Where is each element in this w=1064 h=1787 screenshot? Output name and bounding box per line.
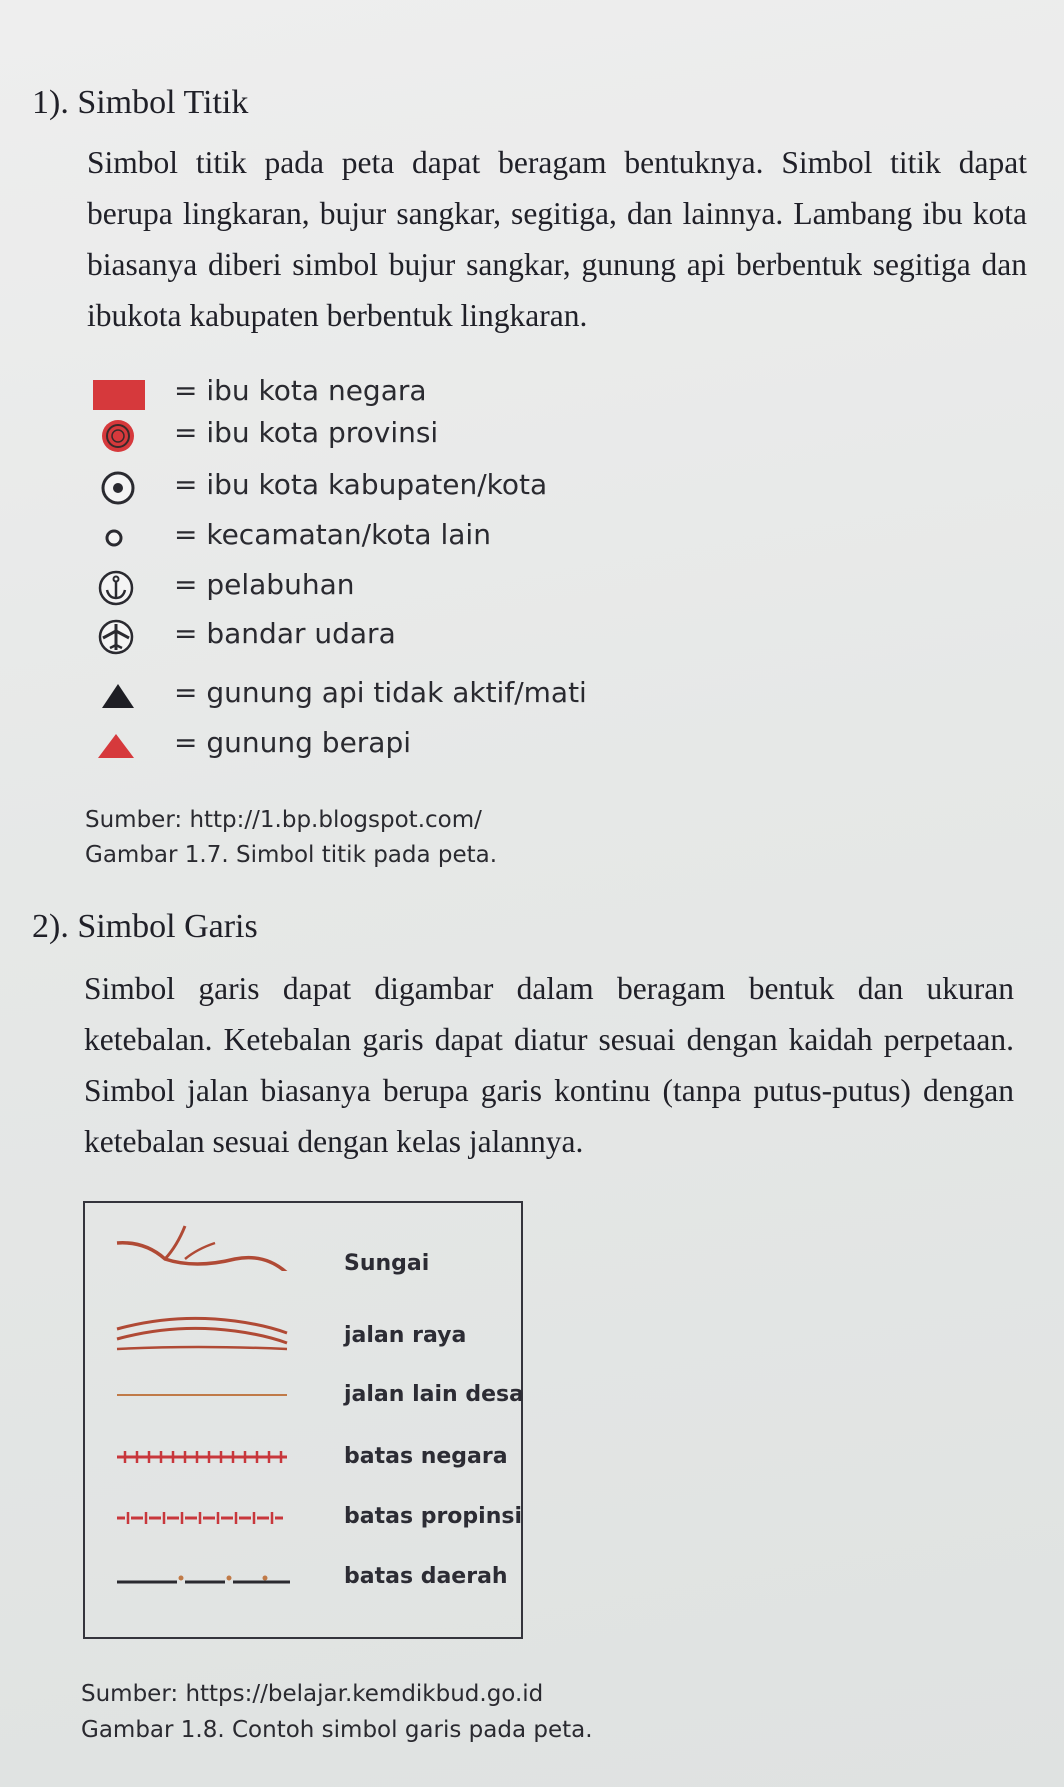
section-2-paragraph: Simbol garis dapat digambar dalam beragam bentuk dan ukuran ketebalan. Ketebalan garis dapat diatur sesuai dengan kaidah perpetaan. Simbol jalan biasanya berupa garis kontinu (tanpa putus-putus) dengan ketebalan sesuai dengan kelas jalannya. xyxy=(84,971,1014,1159)
figure-1-8-source: Sumber: https://belajar.kemdikbud.go.id xyxy=(81,1681,544,1707)
red-triangle-icon xyxy=(88,726,148,766)
legend-item xyxy=(88,615,788,659)
province-border-line-icon xyxy=(115,1491,290,1541)
legend-label: = ibu kota provinsi xyxy=(174,416,439,449)
anchor-circle-icon xyxy=(88,568,148,608)
small-circle-icon xyxy=(88,518,148,558)
line-legend-item xyxy=(115,1307,515,1357)
red-target-circle-icon xyxy=(88,416,148,456)
legend-item xyxy=(88,516,788,560)
section-2-heading: 2). Simbol Garis xyxy=(32,908,258,945)
legend-label: = bandar udara xyxy=(174,617,396,650)
line-legend-item xyxy=(115,1221,515,1276)
legend-label: = gunung berapi xyxy=(174,726,412,759)
legend-item xyxy=(88,372,788,416)
line-legend-item xyxy=(115,1369,524,1419)
legend-label: = kecamatan/kota lain xyxy=(174,518,491,551)
line-symbol-figure xyxy=(83,1201,523,1639)
airplane-circle-icon xyxy=(88,617,148,657)
figure-1-7-caption: Gambar 1.7. Simbol titik pada peta. xyxy=(85,842,498,868)
legend-item xyxy=(88,414,788,458)
line-legend-label: batas daerah xyxy=(344,1564,508,1589)
legend-item xyxy=(88,466,788,510)
line-legend-item xyxy=(115,1430,515,1480)
village-road-line-icon xyxy=(115,1369,290,1419)
legend-label: = pelabuhan xyxy=(174,568,355,601)
figure-1-8-caption: Gambar 1.8. Contoh simbol garis pada peta. xyxy=(81,1717,593,1743)
line-legend-label: jalan lain desa xyxy=(344,1382,524,1407)
legend-label: = gunung api tidak aktif/mati xyxy=(174,676,587,709)
highway-line-icon xyxy=(115,1307,290,1357)
line-legend-label: jalan raya xyxy=(344,1323,467,1348)
line-legend-item xyxy=(115,1552,515,1602)
black-triangle-icon xyxy=(88,676,148,716)
section-1-paragraph: Simbol titik pada peta dapat beragam bentuknya. Simbol titik dapat berupa lingkaran, bujur sangkar, segitiga, dan lainnya. Lambang ibu kota biasanya diberi simbol bujur sangkar, gunung api berbentuk segitiga dan ibukota kabupaten berbentuk lingkaran. xyxy=(87,145,1027,333)
line-legend-label: Sungai xyxy=(344,1251,430,1276)
legend-item xyxy=(88,566,788,610)
red-square-icon xyxy=(88,374,148,414)
legend-label: = ibu kota negara xyxy=(174,374,427,407)
line-legend-label: batas propinsi xyxy=(344,1504,523,1529)
legend-item xyxy=(88,674,788,718)
section-1-heading: 1). Simbol Titik xyxy=(32,84,249,121)
dot-circle-icon xyxy=(88,468,148,508)
figure-1-7-source: Sumber: http://1.bp.blogspot.com/ xyxy=(85,807,482,833)
legend-item xyxy=(88,724,788,768)
region-border-line-icon xyxy=(115,1552,290,1602)
line-legend-item xyxy=(115,1491,523,1541)
river-line-icon xyxy=(115,1221,290,1271)
country-border-line-icon xyxy=(115,1430,290,1480)
legend-label: = ibu kota kabupaten/kota xyxy=(174,468,548,501)
line-legend-label: batas negara xyxy=(344,1444,508,1469)
